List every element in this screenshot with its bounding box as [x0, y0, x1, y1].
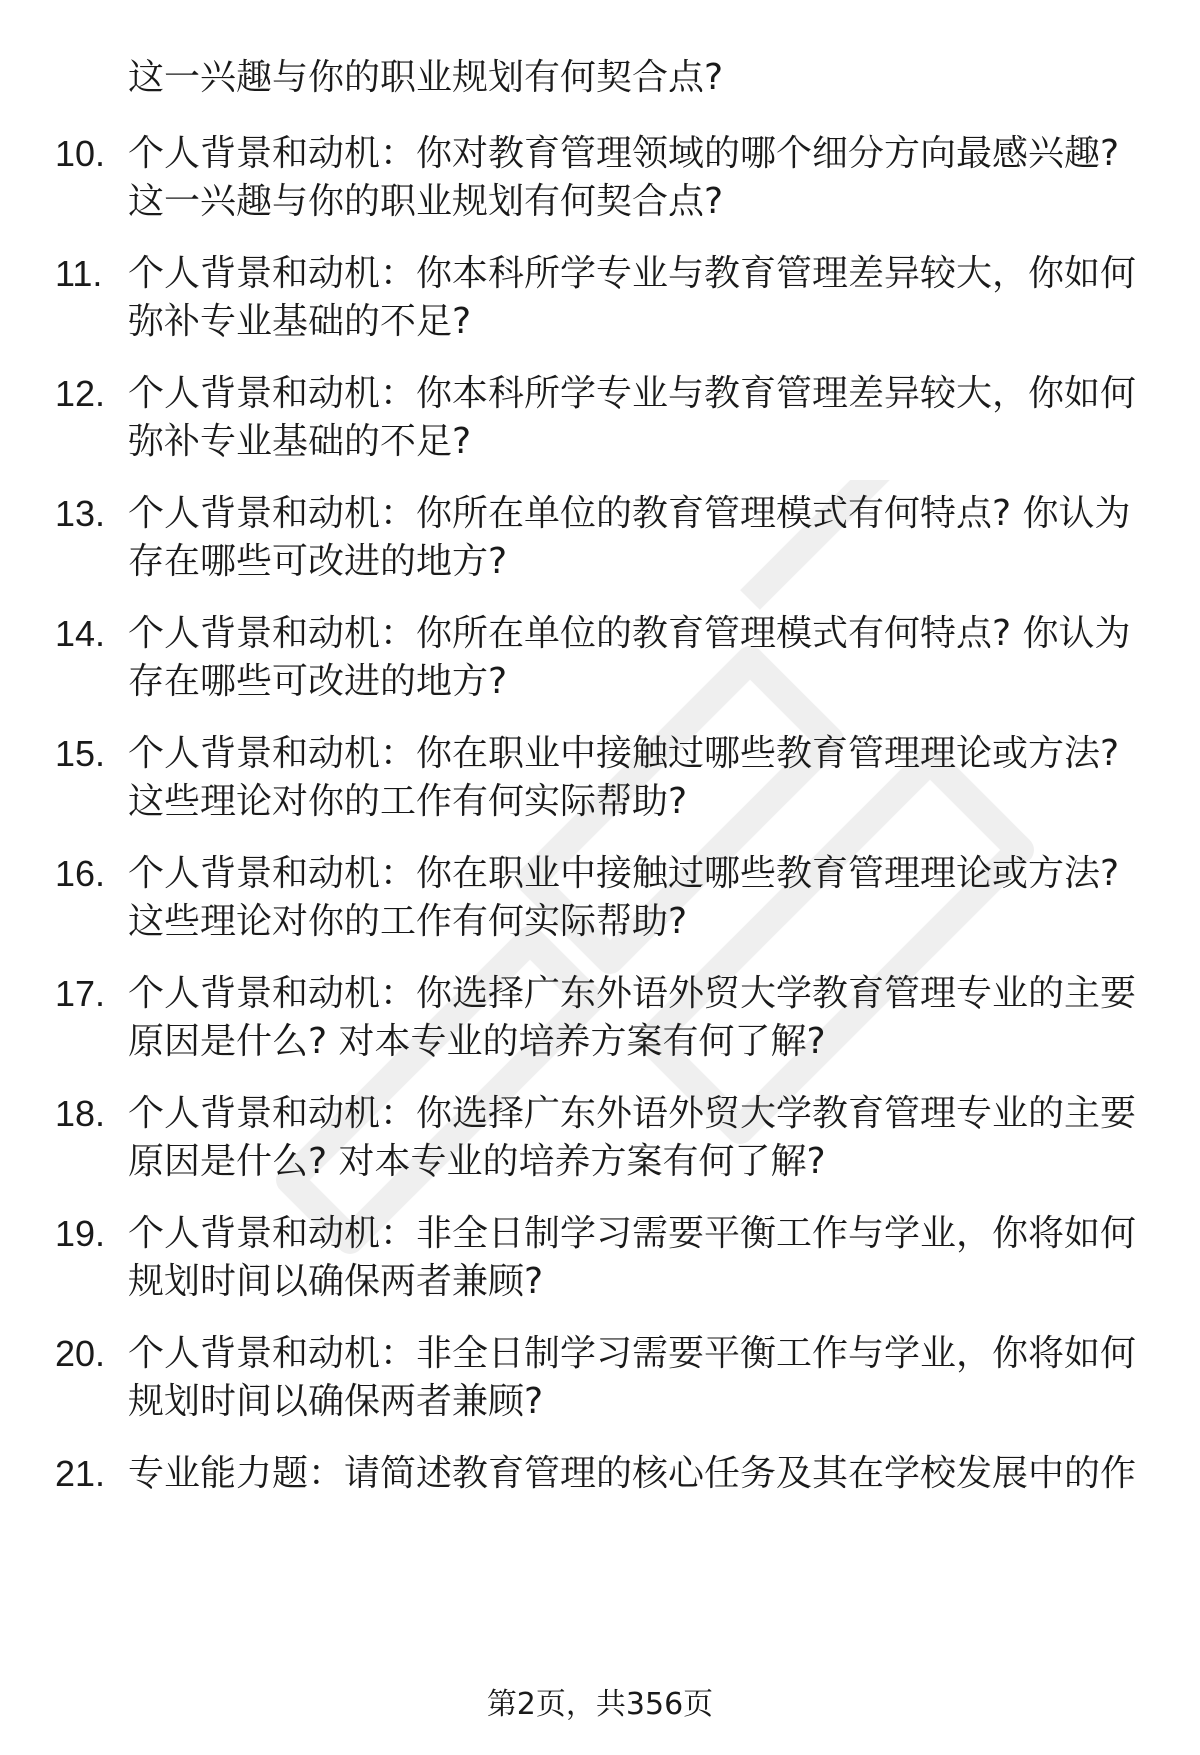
question-line-1: 个人背景和动机：你选择广东外语外贸大学教育管理专业的主要 [128, 973, 1137, 1014]
question-item [0, 1452, 1200, 1552]
question-line-2: 这些理论对你的工作有何实际帮助? [128, 781, 688, 822]
question-text [128, 252, 1136, 344]
question-text [128, 612, 1131, 704]
question-line-2: 规划时间以确保两者兼顾? [128, 1261, 544, 1302]
question-line-2: 原因是什么? 对本专业的培养方案有何了解? [128, 1021, 826, 1062]
question-item [0, 252, 1200, 352]
continuation-line: 这一兴趣与你的职业规划有何契合点? [128, 57, 724, 98]
question-line-2: 弥补专业基础的不足? [128, 421, 472, 462]
question-item [0, 1092, 1200, 1192]
question-text [128, 972, 1136, 1064]
question-item [0, 852, 1200, 952]
question-number: 13. [55, 493, 106, 534]
question-line-2: 存在哪些可改进的地方? [128, 541, 508, 582]
question-text [128, 1452, 1136, 1500]
question-number: 18. [55, 1093, 106, 1134]
question-line-1: 个人背景和动机：你所在单位的教育管理模式有何特点? 你认为 [128, 613, 1131, 654]
question-item [0, 732, 1200, 832]
question-text [128, 732, 1119, 824]
question-number: 10. [55, 133, 106, 174]
question-number: 11. [55, 253, 103, 294]
question-number: 15. [55, 733, 106, 774]
question-number: 14. [55, 613, 106, 654]
question-text [128, 132, 1119, 224]
question-item [0, 972, 1200, 1072]
question-number: 21. [55, 1453, 106, 1494]
question-text [128, 1092, 1136, 1184]
question-text [128, 1332, 1136, 1424]
question-line-2: 这些理论对你的工作有何实际帮助? [128, 901, 688, 942]
question-item [0, 492, 1200, 592]
question-line-1: 个人背景和动机：你在职业中接触过哪些教育管理理论或方法? [128, 853, 1120, 894]
question-item [0, 1212, 1200, 1312]
question-text [128, 372, 1136, 464]
question-line-2: 原因是什么? 对本专业的培养方案有何了解? [128, 1141, 826, 1182]
question-line-1: 个人背景和动机：你对教育管理领域的哪个细分方向最感兴趣? [128, 133, 1120, 174]
question-line-2: 存在哪些可改进的地方? [128, 661, 508, 702]
question-text [128, 492, 1131, 584]
question-line-1: 个人背景和动机：你在职业中接触过哪些教育管理理论或方法? [128, 733, 1120, 774]
question-item [0, 132, 1200, 232]
question-line-2: 弥补专业基础的不足? [128, 301, 472, 342]
question-line-2: 这一兴趣与你的职业规划有何契合点? [128, 181, 724, 222]
question-item [0, 372, 1200, 472]
question-line-1: 个人背景和动机：你所在单位的教育管理模式有何特点? 你认为 [128, 493, 1131, 534]
question-line-1: 个人背景和动机：非全日制学习需要平衡工作与学业，你将如何 [128, 1333, 1137, 1374]
question-line-1: 个人背景和动机：你本科所学专业与教育管理差异较大，你如何 [128, 253, 1137, 294]
question-line-1: 个人背景和动机：你本科所学专业与教育管理差异较大，你如何 [128, 373, 1137, 414]
question-text [128, 1212, 1136, 1304]
question-number: 17. [55, 973, 106, 1014]
question-line-2: 规划时间以确保两者兼顾? [128, 1381, 544, 1422]
question-text [128, 852, 1119, 944]
question-number: 19. [55, 1213, 106, 1254]
question-number: 20. [55, 1333, 106, 1374]
question-line-1: 专业能力题：请简述教育管理的核心任务及其在学校发展中的作 [128, 1453, 1137, 1494]
question-number: 12. [55, 373, 106, 414]
page-footer: 第2页，共356页 [486, 1687, 714, 1722]
question-item [0, 1332, 1200, 1432]
question-item [0, 612, 1200, 712]
question-line-1: 个人背景和动机：你选择广东外语外贸大学教育管理专业的主要 [128, 1093, 1137, 1134]
question-line-1: 个人背景和动机：非全日制学习需要平衡工作与学业，你将如何 [128, 1213, 1137, 1254]
question-number: 16. [55, 853, 106, 894]
